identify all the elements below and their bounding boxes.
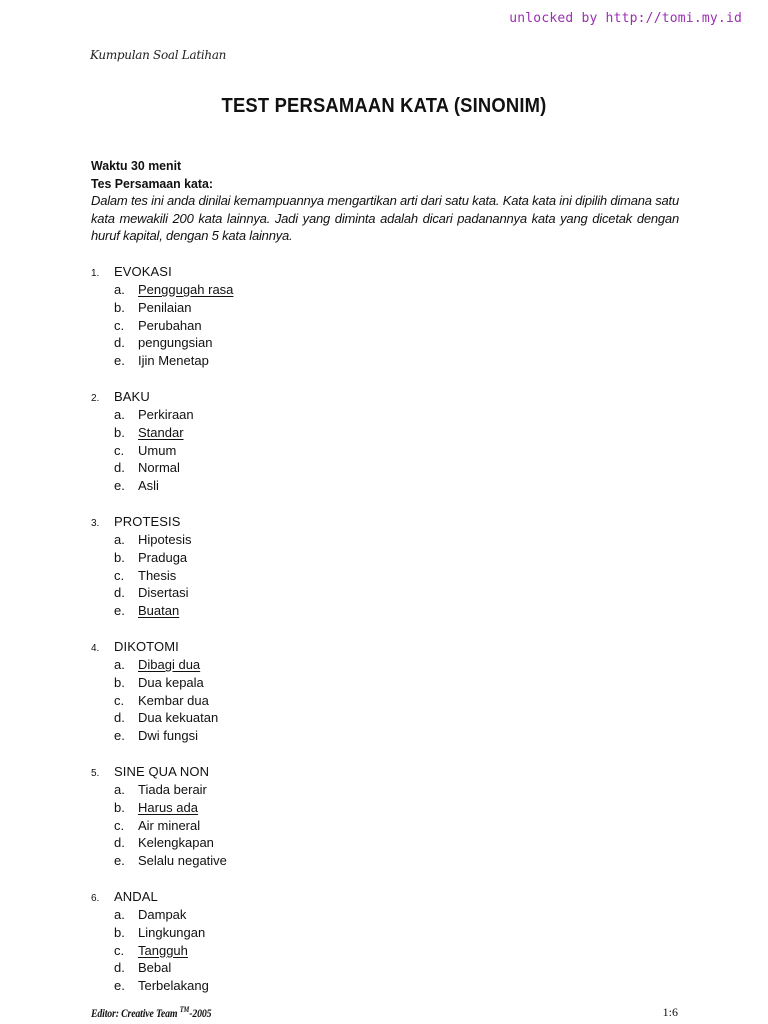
answer-option (91, 907, 691, 925)
option-text: Thesis (138, 567, 177, 583)
option-letter: d. (114, 335, 125, 351)
option-letter: d. (114, 585, 125, 601)
option-letter: d. (114, 835, 125, 851)
question-word: SINE QUA NON (114, 763, 210, 779)
watermark-link[interactable]: unlocked by http://tomi.my.id (509, 11, 742, 26)
answer-option (91, 282, 691, 300)
answer-option (91, 818, 691, 836)
intro-description: Dalam tes ini anda dinilai kemampuannya mengartikan arti dari satu kata. Kata kata ini dipilih dimana satu kata mewakili 200 kata lainnya. Jadi yang diminta adalah dicari padanannya kata yang dicetak dengan huruf kapital, dengan 5 kata lainnya. (91, 193, 679, 243)
answer-option (91, 603, 691, 621)
option-text-correct: Penggugah rasa (138, 282, 234, 297)
question-number: 1. (91, 268, 100, 279)
option-text: Dwi fungsi (138, 728, 198, 744)
answer-option (91, 835, 691, 853)
footer-year: -2005 (189, 1006, 212, 1020)
option-letter: a. (114, 406, 125, 422)
answer-option (91, 960, 691, 978)
option-text: Lingkungan (138, 924, 206, 940)
option-letter: c. (114, 442, 125, 458)
answer-option (91, 568, 691, 586)
option-letter: a. (114, 531, 125, 547)
answer-option (91, 425, 691, 443)
option-text: Dampak (138, 906, 187, 922)
option-text: Penilaian (138, 299, 192, 315)
question-number: 4. (91, 642, 100, 654)
answer-option (91, 478, 691, 496)
answer-option (91, 978, 691, 996)
option-text: Bebal (138, 960, 172, 976)
question-header (91, 889, 691, 907)
answer-option (91, 407, 691, 425)
answer-option (91, 853, 691, 871)
option-letter: a. (114, 781, 125, 797)
question-word: ANDAL (114, 888, 158, 904)
option-letter: e. (114, 728, 125, 744)
option-letter: e. (114, 603, 125, 619)
answer-option (91, 460, 691, 478)
question-list (91, 264, 691, 1014)
option-letter: c. (114, 317, 125, 333)
option-text: Normal (138, 460, 180, 476)
option-letter: b. (114, 549, 125, 565)
question-number: 5. (91, 767, 100, 779)
answer-option (91, 728, 691, 746)
intro-heading: Tes Persamaan kata: (91, 175, 213, 191)
option-text-correct: Tangguh (138, 942, 188, 958)
answer-option (91, 300, 691, 318)
option-text: Terbelakang (138, 978, 209, 994)
option-text: Perubahan (138, 317, 202, 333)
option-text-correct: Standar (138, 424, 184, 440)
question-item (91, 514, 691, 621)
option-text: Ijin Menetap (138, 353, 209, 369)
question-word: EVOKASI (114, 264, 172, 279)
question-word: DIKOTOMI (114, 638, 179, 654)
question-header (91, 639, 691, 657)
option-letter: b. (114, 799, 125, 815)
header-script: Kumpulan Soal Latihan (90, 48, 227, 62)
page-title: TEST PERSAMAAN KATA (SINONIM) (221, 95, 547, 117)
answer-option (91, 693, 691, 711)
question-word: PROTESIS (114, 513, 181, 529)
answer-option (91, 710, 691, 728)
option-text: Asli (138, 478, 159, 494)
page-number: 1:6 (662, 1005, 678, 1019)
option-letter: d. (114, 710, 125, 726)
option-letter: b. (114, 924, 125, 940)
question-header (91, 514, 691, 532)
answer-option (91, 550, 691, 568)
option-letter: d. (114, 460, 125, 476)
option-letter: e. (114, 978, 125, 994)
trademark-mark: TM (179, 1005, 190, 1014)
question-item (91, 264, 691, 371)
option-text-correct: Buatan (138, 603, 180, 619)
answer-option (91, 443, 691, 461)
option-text: Dua kekuatan (138, 710, 219, 726)
option-letter: b. (114, 424, 125, 440)
footer-editor (91, 1005, 211, 1021)
question-header (91, 764, 691, 782)
option-text: Praduga (138, 549, 188, 565)
question-item (91, 639, 691, 746)
question-number: 3. (91, 517, 100, 529)
option-text: Tiada berair (138, 781, 207, 797)
answer-option (91, 585, 691, 603)
option-letter: e. (114, 478, 125, 494)
question-item (91, 764, 691, 871)
answer-option (91, 657, 691, 675)
option-text: Hipotesis (138, 531, 192, 547)
answer-option (91, 353, 691, 371)
option-letter: b. (114, 674, 125, 690)
question-number: 2. (91, 392, 100, 404)
question-word: BAKU (114, 388, 150, 404)
option-text: Perkiraan (138, 406, 194, 422)
option-text: Air mineral (138, 817, 201, 833)
option-text: Umum (138, 442, 177, 458)
time-limit: Waktu 30 menit (91, 158, 182, 173)
option-letter: c. (114, 692, 125, 708)
answer-option (91, 800, 691, 818)
answer-option (91, 318, 691, 336)
option-letter: e. (114, 353, 125, 369)
answer-option (91, 925, 691, 943)
option-letter: a. (114, 906, 125, 922)
question-header (91, 264, 691, 282)
option-text-correct: Dibagi dua (138, 656, 201, 672)
option-text-correct: Harus ada (138, 799, 198, 815)
answer-option (91, 532, 691, 550)
intro-section (91, 157, 679, 245)
option-letter: a. (114, 282, 125, 297)
option-text: Disertasi (138, 585, 189, 601)
option-letter: b. (114, 299, 125, 315)
answer-option (91, 675, 691, 693)
option-letter: a. (114, 656, 125, 672)
option-letter: c. (114, 942, 125, 958)
option-text: pengungsian (138, 335, 213, 351)
option-text: Selalu negative (138, 853, 227, 869)
option-text: Kelengkapan (138, 835, 214, 851)
answer-option (91, 943, 691, 961)
option-letter: d. (114, 960, 125, 976)
option-letter: e. (114, 853, 125, 869)
footer-editor-text: Editor: Creative Team (91, 1006, 178, 1020)
question-item (91, 389, 691, 496)
question-number: 6. (91, 892, 100, 904)
answer-option (91, 335, 691, 353)
option-text: Kembar dua (138, 692, 209, 708)
option-letter: c. (114, 817, 125, 833)
option-letter: c. (114, 567, 125, 583)
question-item (91, 889, 691, 996)
option-text: Dua kepala (138, 674, 204, 690)
question-header (91, 389, 691, 407)
answer-option (91, 782, 691, 800)
